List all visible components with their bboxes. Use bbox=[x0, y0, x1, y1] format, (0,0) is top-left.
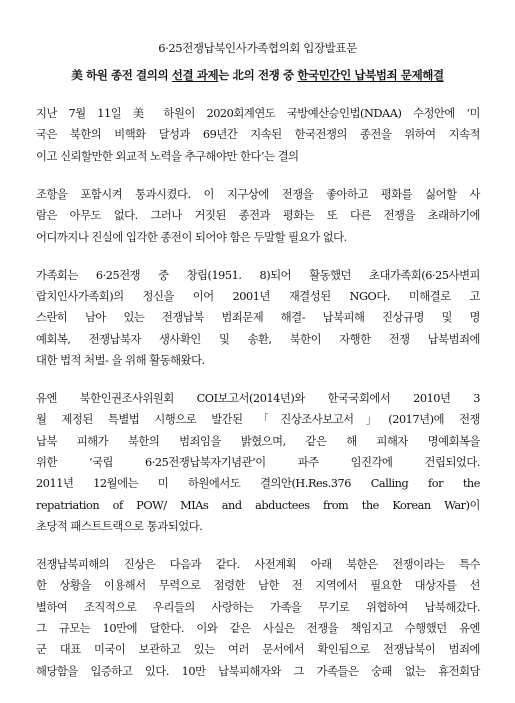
paragraph-5-line-1: 전쟁납북피해의 진상은 다음과 같다. 사전계획 아래 북한은 전쟁이라는 특수 bbox=[36, 558, 480, 571]
paragraph-5-line-2: 한 상황을 이용해서 무력으로 점령한 남한 전 지역에서 필요한 대상자를 선 bbox=[36, 579, 480, 592]
paragraph-5-line-3: 별하여 조직적으로 우리들의 사랑하는 가족을 무기로 위협하여 납북해갔다. bbox=[36, 601, 480, 614]
paragraph-4-line-6: repatriation of POW/ MIAs and abductees from the Korean War)이 bbox=[36, 499, 480, 512]
paragraph-1-line-3: 이고 신뢰할만한 외교적 노력을 추구해야만 한다’는 결의 bbox=[36, 150, 299, 163]
paragraph-4-line-2: 월 제정된 특별법 시행으로 발간된 「진상조사보고서」(2017년)에 전쟁 bbox=[36, 413, 480, 426]
statement-title bbox=[0, 67, 515, 83]
paragraph-1-line-1: 지난 7월 11일 美 하원이 2020회계연도 국방예산승인법(NDAA) 수정안에 ‘미 bbox=[36, 107, 480, 120]
title-part-1: 美 하원 종전 결의의 bbox=[71, 68, 172, 82]
paragraph-4-line-3: 납북 피해가 북한의 범죄임을 밝혔으며, 같은 해 피해자 명예회복을 bbox=[36, 435, 480, 448]
paragraph-5-line-5: 군 대표 미국이 보관하고 있는 여러 문서에서 확인됨으로 전쟁납북이 범죄에 bbox=[36, 643, 480, 656]
paragraph-3-line-5: 대한 법적 처벌- 을 위해 활동해왔다. bbox=[36, 354, 205, 367]
title-part-3: 는 北의 전쟁 중 bbox=[218, 68, 298, 82]
paragraph-3-line-4: 예회복, 전쟁납북자 생사확인 및 송환, 북한이 자행한 전쟁 납북범죄에 bbox=[36, 333, 480, 346]
paragraph-4-line-4: 위한 ‘국립 6·25전쟁납북자기념관’이 파주 임진각에 건립되었다. bbox=[36, 456, 480, 469]
paragraph-1-line-2: 국은 북한의 비핵화 달성과 69년간 지속된 한국전쟁의 종전을 위하여 지속적 bbox=[36, 128, 480, 141]
paragraph-2-line-1: 조항을 포함시켜 통과시켰다. 이 지구상에 전쟁을 좋아하고 평화를 싫어할 사 bbox=[36, 188, 480, 201]
paragraph-4-line-7: 초당적 패스트트랙으로 통과되었다. bbox=[36, 520, 203, 533]
paragraph-2-line-3: 어디까지나 진실에 입각한 종전이 되어야 함은 두말할 필요가 없다. bbox=[36, 231, 347, 244]
organization-statement-line: 6·25전쟁납북인사가족협의회 입장발표문 bbox=[158, 41, 357, 55]
paragraph-3-line-1: 가족회는 6·25전쟁 중 창립(1951. 8)되어 활동했던 초대가족회(6·25사변피 bbox=[36, 269, 480, 282]
title-part-2-underlined: 선결 과제 bbox=[171, 68, 219, 82]
paragraph-3-line-3: 스란히 남아 있는 전쟁납북 범죄문제 해결- 납북피해 진상규명 및 명 bbox=[36, 311, 480, 324]
paragraph-3-line-2: 랍치인사가족회)의 정신을 이어 2001년 재결성된 NGO다. 미해결로 고 bbox=[36, 290, 480, 303]
paragraph-5-line-4: 그 규모는 10만에 달한다. 이와 같은 사실은 전쟁을 책임지고 수행했던 유엔 bbox=[36, 622, 480, 635]
title-part-4-underlined: 한국민간인 납북범죄 문제해결 bbox=[297, 68, 444, 82]
paragraph-4-line-5: 2011년 12월에는 미 하원에서도 결의안(H.Res.376 Calling for the bbox=[36, 477, 480, 490]
paragraph-4-line-1: 유엔 북한인권조사위원회 COI보고서(2014년)와 한국국회에서 2010년 3 bbox=[36, 392, 480, 405]
paragraph-2-line-2: 람은 아무도 없다. 그러나 거짓된 종전과 평화는 또 다른 전쟁을 초래하기에 bbox=[36, 209, 480, 222]
paragraph-5-line-6: 해당함을 입증하고 있다. 10만 납북피해자와 그 가족들은 숭패 없는 휴전회담 bbox=[36, 665, 480, 678]
